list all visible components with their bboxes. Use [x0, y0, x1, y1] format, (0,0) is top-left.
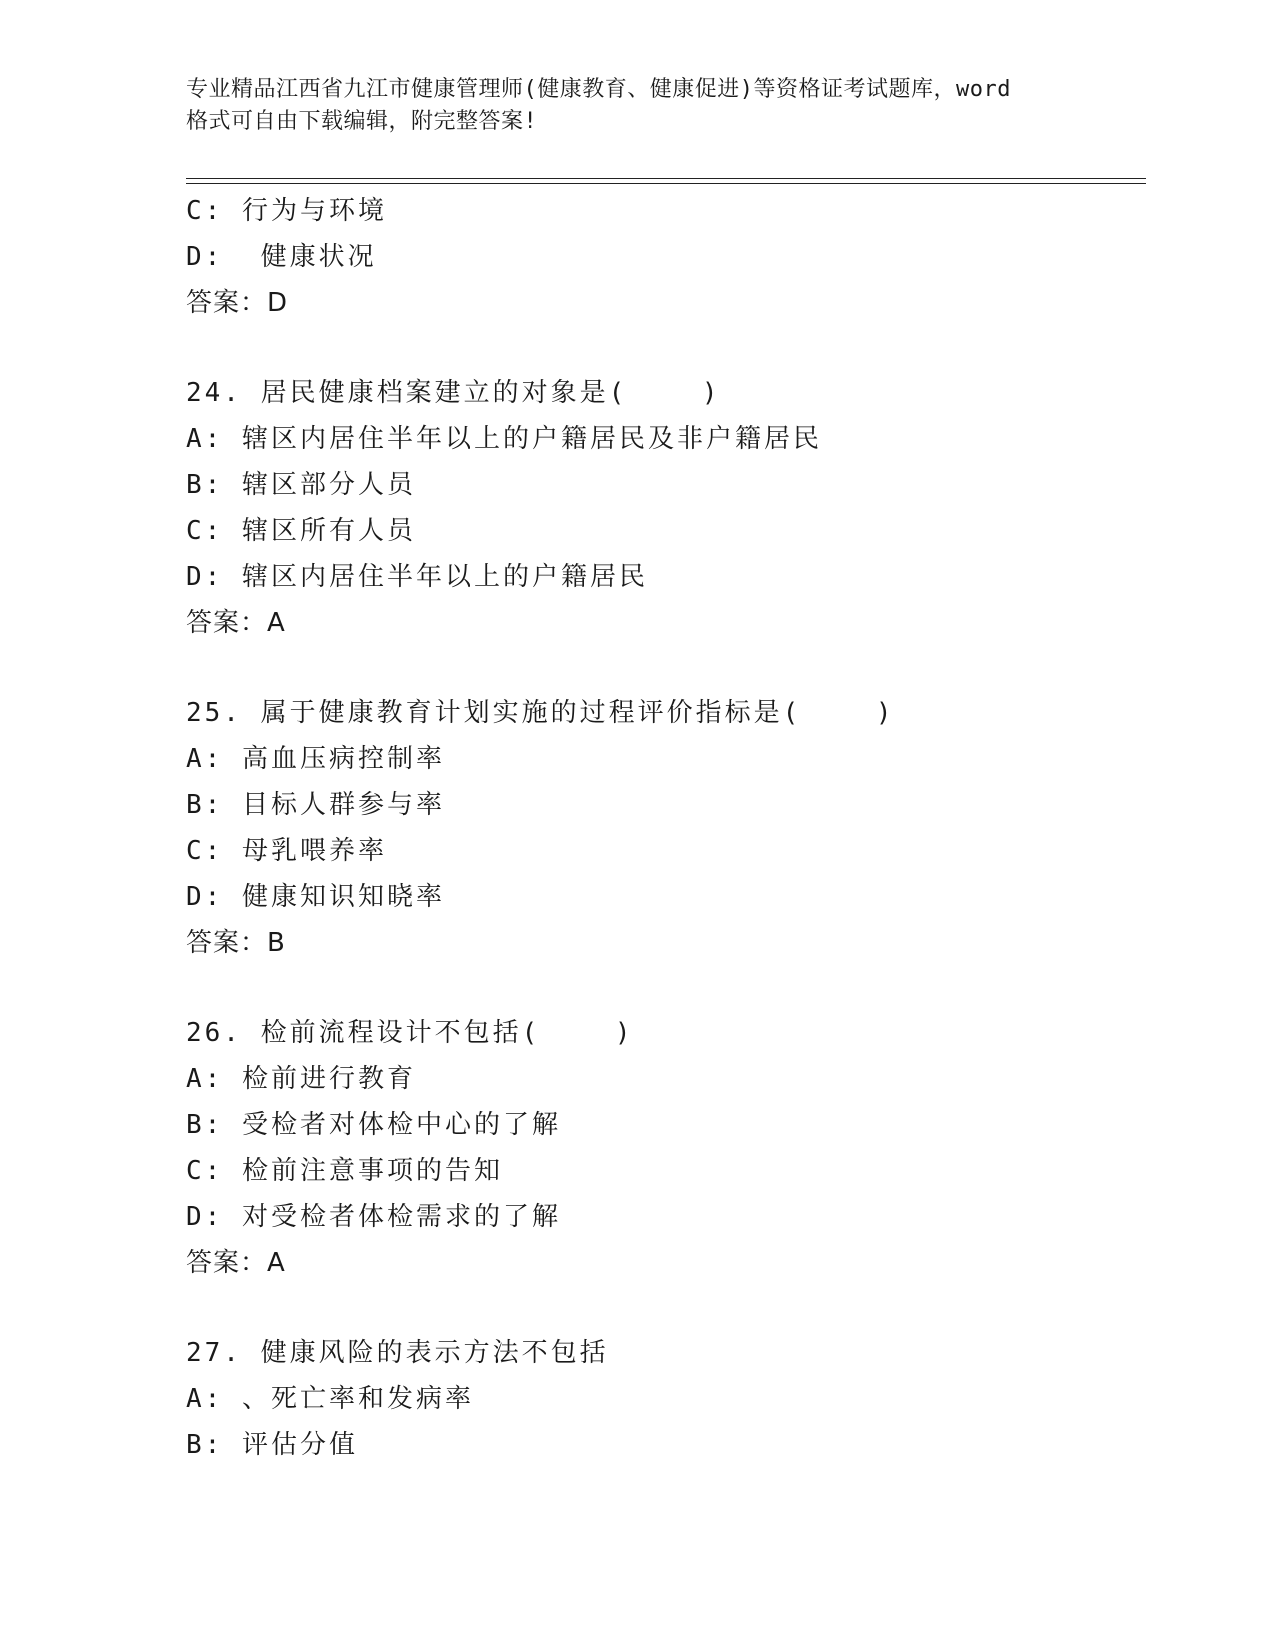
question-list [186, 188, 1146, 1468]
option-b: B: 目标人群参与率 [186, 790, 445, 820]
answer-text: 答案：A [186, 608, 286, 638]
question-27 [186, 1330, 1146, 1468]
option-d: D: 对受检者体检需求的了解 [186, 1202, 561, 1232]
option-c: C: 母乳喂养率 [186, 836, 387, 866]
question-stem: 27. 健康风险的表示方法不包括 [186, 1338, 609, 1368]
question-24 [186, 370, 1146, 646]
question-26 [186, 1010, 1146, 1286]
question-25 [186, 690, 1146, 966]
answer-text: 答案：D [186, 288, 289, 318]
option-a: A: 检前进行教育 [186, 1064, 416, 1094]
answer-text: 答案：B [186, 928, 286, 958]
header-divider [186, 178, 1146, 179]
page-header [186, 74, 1106, 138]
answer-text: 答案：A [186, 1248, 286, 1278]
header-line-2: 格式可自由下载编辑，附完整答案! [186, 109, 538, 134]
option-b: B: 受检者对体检中心的了解 [186, 1110, 561, 1140]
option-d: D: 健康知识知晓率 [186, 882, 445, 912]
option-c: C: 辖区所有人员 [186, 516, 416, 546]
option-b: B: 辖区部分人员 [186, 470, 416, 500]
option-b: B: 评估分值 [186, 1430, 358, 1460]
option-d: D: 健康状况 [186, 242, 377, 272]
option-c: C: 检前注意事项的告知 [186, 1156, 503, 1186]
option-a: A: 高血压病控制率 [186, 744, 445, 774]
header-divider-secondary [186, 183, 1146, 184]
question-carryover [186, 188, 1146, 326]
option-d: D: 辖区内居住半年以上的户籍居民 [186, 562, 648, 592]
option-c: C: 行为与环境 [186, 196, 387, 226]
option-a: A: 、死亡率和发病率 [186, 1384, 474, 1414]
header-line-1: 专业精品江西省九江市健康管理师(健康教育、健康促进)等资格证考试题库，word [186, 77, 1011, 102]
question-stem: 25. 属于健康教育计划实施的过程评价指标是( ) [186, 698, 895, 728]
question-stem: 26. 检前流程设计不包括( ) [186, 1018, 634, 1048]
question-stem: 24. 居民健康档案建立的对象是( ) [186, 378, 721, 408]
option-a: A: 辖区内居住半年以上的户籍居民及非户籍居民 [186, 424, 822, 454]
